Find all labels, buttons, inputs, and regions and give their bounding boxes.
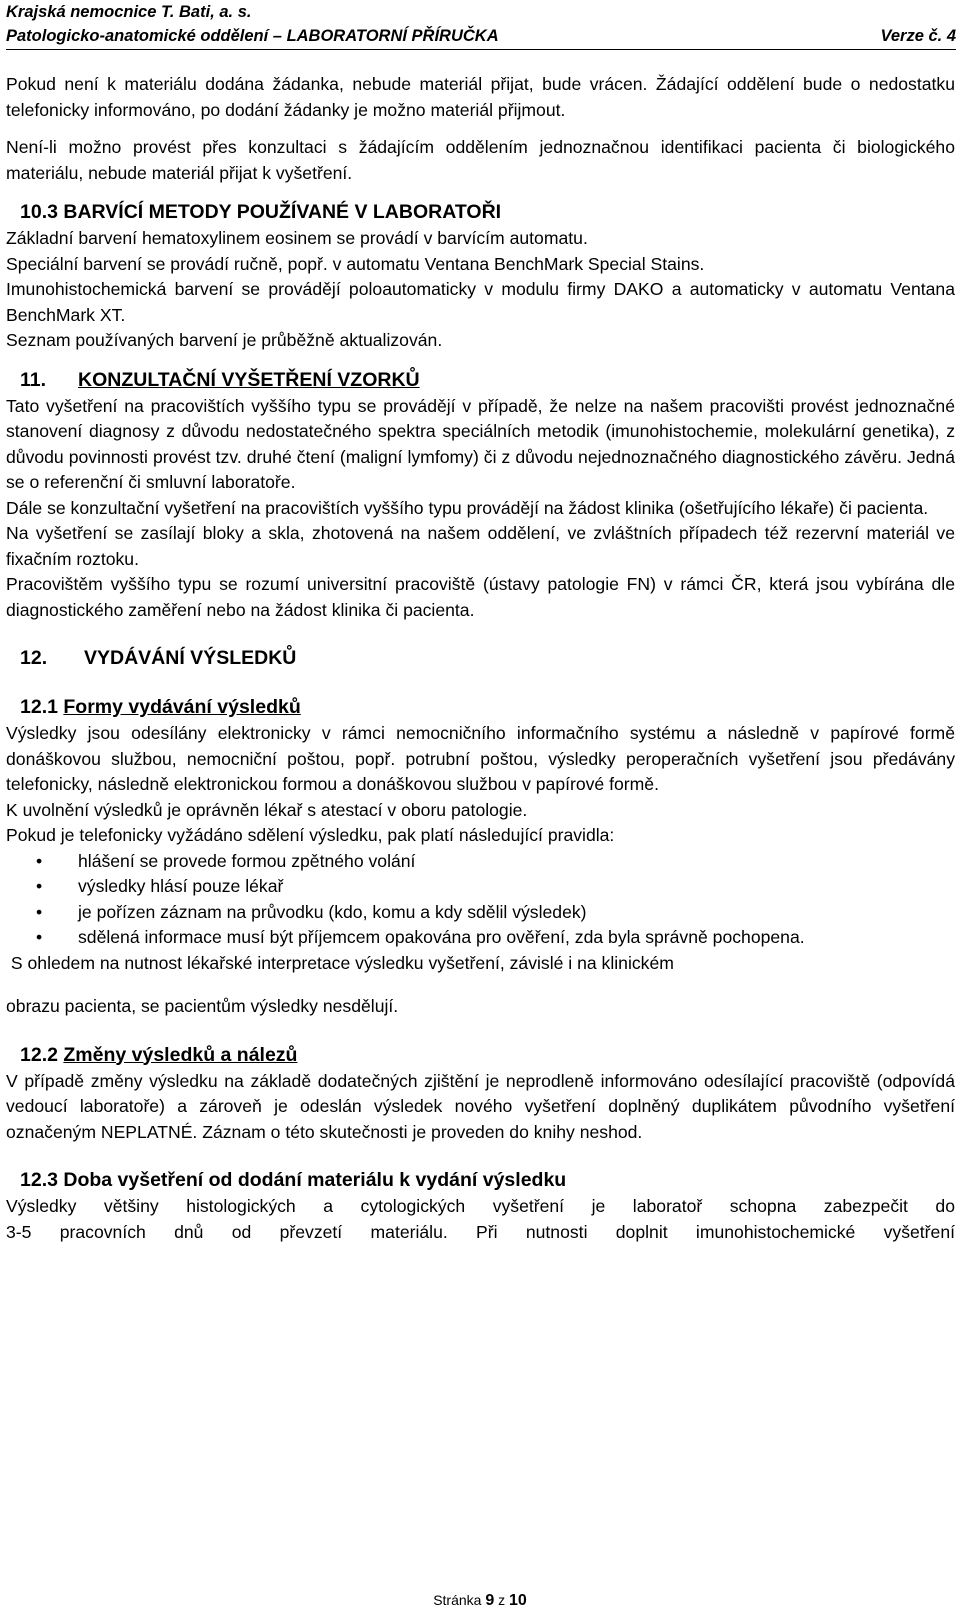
results-interpretation-line-2: obrazu pacienta, se pacientům výsledky nesdělují. (6, 996, 399, 1016)
bullet-icon: • (36, 850, 43, 871)
heading-11-title: KONZULTAČNÍ VYŠETŘENÍ VZORKŮ (78, 368, 420, 391)
heading-12-2-title: Změny výsledků a nálezů (63, 1043, 298, 1066)
heading-12-2-number: 12.2 (20, 1043, 58, 1066)
heading-12 (6, 644, 955, 672)
paragraph-identification: Není-li možno provést přes konzultaci s žádajícím oddělením jednoznačnou identifikaci pacienta či biologického materiálu, nebude materiál přijat k vyšetření. (6, 137, 955, 183)
bullet-icon: • (36, 901, 43, 922)
header-row-1 (6, 0, 956, 24)
paragraph-missing-request: Pokud není k materiálu dodána žádanka, nebude materiál přijat, bude vrácen. Žádající oddělení bude o nedostatku telefonicky informováno, po dodání žádanky je možno materiál přijmout. (6, 74, 955, 120)
list-item: • je pořízen záznam na průvodku (kdo, komu a kdy sdělil výsledek) (6, 900, 955, 926)
page-of: z (498, 1592, 506, 1608)
heading-10-3-number: 10.3 (20, 201, 58, 223)
heading-12-1 (6, 693, 955, 721)
heading-10-3-title: BARVÍCÍ METODY POUŽÍVANÉ V LABORATOŘI (63, 201, 502, 223)
page-header (6, 0, 956, 50)
duration-line-1: Výsledky většiny histologických a cytologických vyšetření je laboratoř schopna zabezpečit do (6, 1196, 955, 1216)
page-number: 9 (485, 1592, 495, 1609)
list-item: • hlášení se provede formou zpětného volání (6, 849, 955, 875)
staining-line-special: Speciální barvení se provádí ručně, popř. v automatu Ventana BenchMark Special Stains. (6, 253, 705, 274)
list-item: • výsledky hlásí pouze lékař (6, 874, 955, 900)
staining-line-basic: Základní barvení hematoxylinem eosinem se provádí v barvícím automatu. (6, 228, 588, 248)
page-word: Stránka (433, 1592, 482, 1608)
heading-12-2 (6, 1041, 955, 1069)
staining-line-list: Seznam používaných barvení je průběžně aktualizován. (6, 330, 443, 350)
results-interpretation-line-1: S ohledem na nutnost lékařské interpretace výsledku vyšetření, závislé i na klinickém (6, 952, 674, 973)
results-release-paragraph: K uvolnění výsledků je oprávněn lékař s atestací v oboru patologie. (6, 799, 528, 820)
results-phone-rules-intro: Pokud je telefonicky vyžádáno sdělení výsledku, pak platí následující pravidla: (6, 825, 615, 845)
page-footer (0, 1591, 960, 1610)
hospital-name: Krajská nemocnice T. Bati, a. s. (6, 3, 252, 21)
heading-12-1-title: Formy vydávání výsledků (63, 696, 301, 718)
version-label: Verze č. 4 (880, 27, 956, 45)
heading-12-title: VYDÁVÁNÍ VÝSLEDKŮ (84, 647, 297, 669)
heading-12-3-title: Doba vyšetření od dodání materiálu k vydání výsledku (63, 1169, 567, 1191)
header-row-2 (6, 24, 956, 48)
heading-12-1-number: 12.1 (20, 696, 58, 718)
changes-paragraph: V případě změny výsledku na základě dodatečných zjištění je neprodleně informováno odesílající pracoviště (odpovídá vedoucí laboratoře) a zároveň je odeslán výsledek nového vyšetření doplněný duplikátem původního vyšetření označeným NEPLATNÉ. Záznam o této skutečnosti je proveden do knihy neshod. (6, 1070, 955, 1142)
results-forms-paragraph: Výsledky jsou odesílány elektronicky v rámci nemocničního informačního systému a následně v papírové formě donáškovou službou, nemocniční poštou, popř. potrubní poštou, výsledky peroperačních vyšetření jsou předávány telefonicky, následně elektronickou formou a donáškovou službou v papírové formě. (6, 723, 955, 794)
heading-11 (6, 366, 955, 394)
staining-line-immuno: Imunohistochemická barvení se provádějí poloautomaticky v modulu firmy DAKO a automaticky v automatu Ventana BenchMark XT. (6, 279, 955, 325)
heading-12-3 (6, 1166, 955, 1194)
bullet-icon: • (36, 927, 43, 947)
consult-paragraph-3: Na vyšetření se zasílají bloky a skla, zhotovená na našem oddělení, ve zvláštních případech též rezervní materiál ve fixačním roztoku. (6, 523, 955, 569)
consult-paragraph-4: Pracovištěm vyššího typu se rozumí universitní pracoviště (ústavy patologie FN) v rámci ČR, která jsou vybírána dle diagnostického zaměření nebo na žádost klinika či pacienta. (6, 574, 955, 620)
heading-10-3 (6, 198, 955, 226)
consult-paragraph-1: Tato vyšetření na pracovištích vyššího typu se provádějí v případě, že nelze na našem pracovišti provést jednoznačné stanovení diagnosy z důvodu nedostatečného spektra speciálních metodik (imunohistochemie, molekulární genetika), z důvodu povinnosti provést tzv. druhé čtení (maligní lymfomy) či z důvodu nejednoznačného diagnostického závěru. Jedná se o referenční či smluvní laboratoře. (6, 395, 955, 492)
phone-rules-list (6, 849, 955, 951)
heading-11-number: 11. (20, 368, 47, 391)
page-total: 10 (509, 1592, 527, 1609)
heading-12-number: 12. (20, 647, 48, 669)
bullet-icon: • (36, 876, 43, 896)
duration-line-2: 3-5 pracovních dnů od převzetí materiálu. Při nutnosti doplnit imunohistochemické vyšetření (6, 1221, 955, 1242)
heading-12-3-number: 12.3 (20, 1169, 58, 1191)
list-item: • sdělená informace musí být příjemcem opakována pro ověření, zda byla správně pochopena. (6, 925, 955, 951)
department-manual-title: Patologicko-anatomické oddělení – LABORATORNÍ PŘÍRUČKA (6, 27, 499, 45)
consult-paragraph-2: Dále se konzultační vyšetření na pracovištích vyššího typu provádějí na žádost klinika (ošetřujícího lékaře) či pacienta. (6, 497, 929, 518)
document-body (6, 72, 955, 1245)
